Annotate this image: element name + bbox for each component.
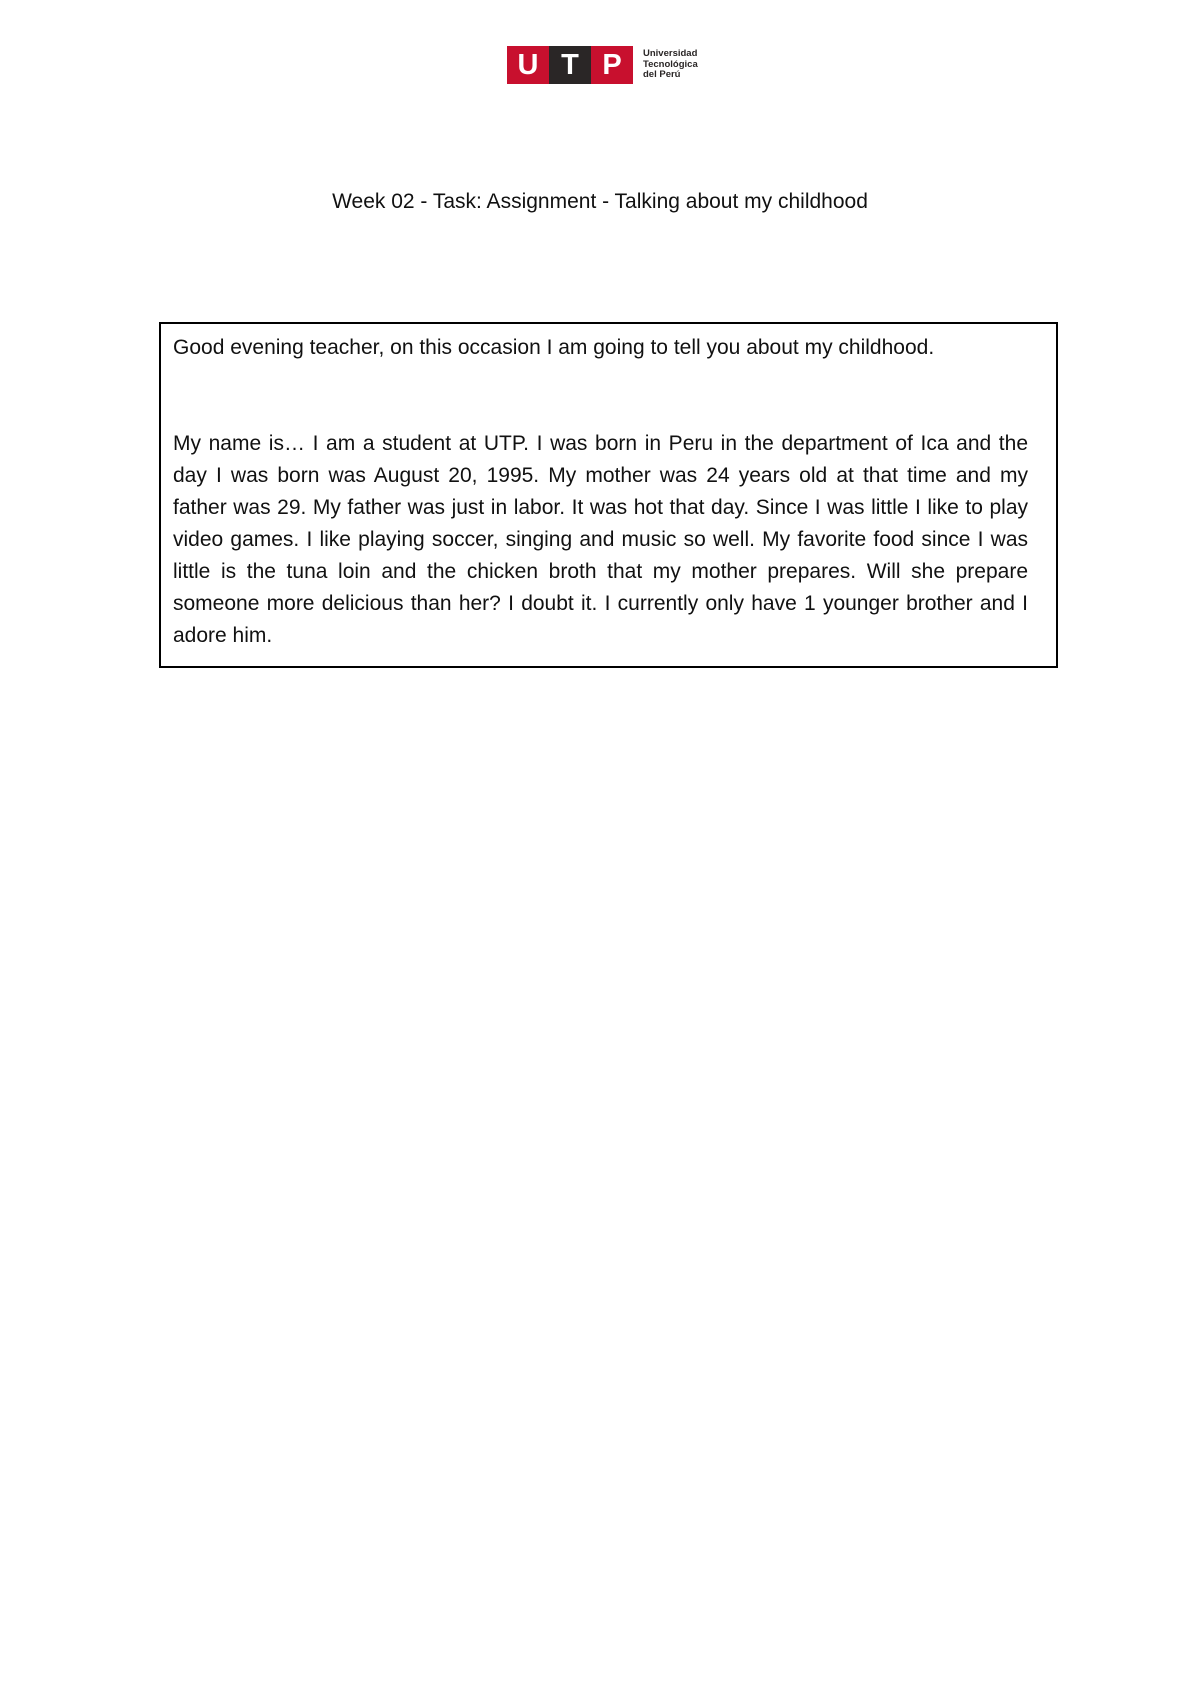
logo-letter-u: U [507,46,549,84]
logo-university-name [643,49,698,81]
logo-text-line-2: Tecnológica [643,58,698,70]
document-title: Week 02 - Task: Assignment - Talking about my childhood [332,190,868,213]
logo-text-line-1: Universidad [643,48,698,60]
intro-paragraph: Good evening teacher, on this occasion I am going to tell you about my childhood. [173,336,935,359]
logo-text-line-3: del Perú [643,69,681,81]
text-box [159,322,1058,668]
logo-letter-t: T [549,46,591,84]
logo-letter-blocks [507,46,633,84]
body-paragraph: My name is… I am a student at UTP. I was born in Peru in the department of Ica and the day I was born was August 20, 1995. My mother was 24 years old at that time and my father was 29. My father was just in labor. It was hot that day. Since I was little I like to play video games. I like playing soccer, singing and music so well. My favorite food since I was little is the tuna loin and the chicken broth that my mother prepares. Will she prepare someone more delicious than her? I doubt it. I currently only have 1 younger brother and I adore him. [173,432,1028,647]
utp-logo [507,46,698,84]
logo-letter-p: P [591,46,633,84]
